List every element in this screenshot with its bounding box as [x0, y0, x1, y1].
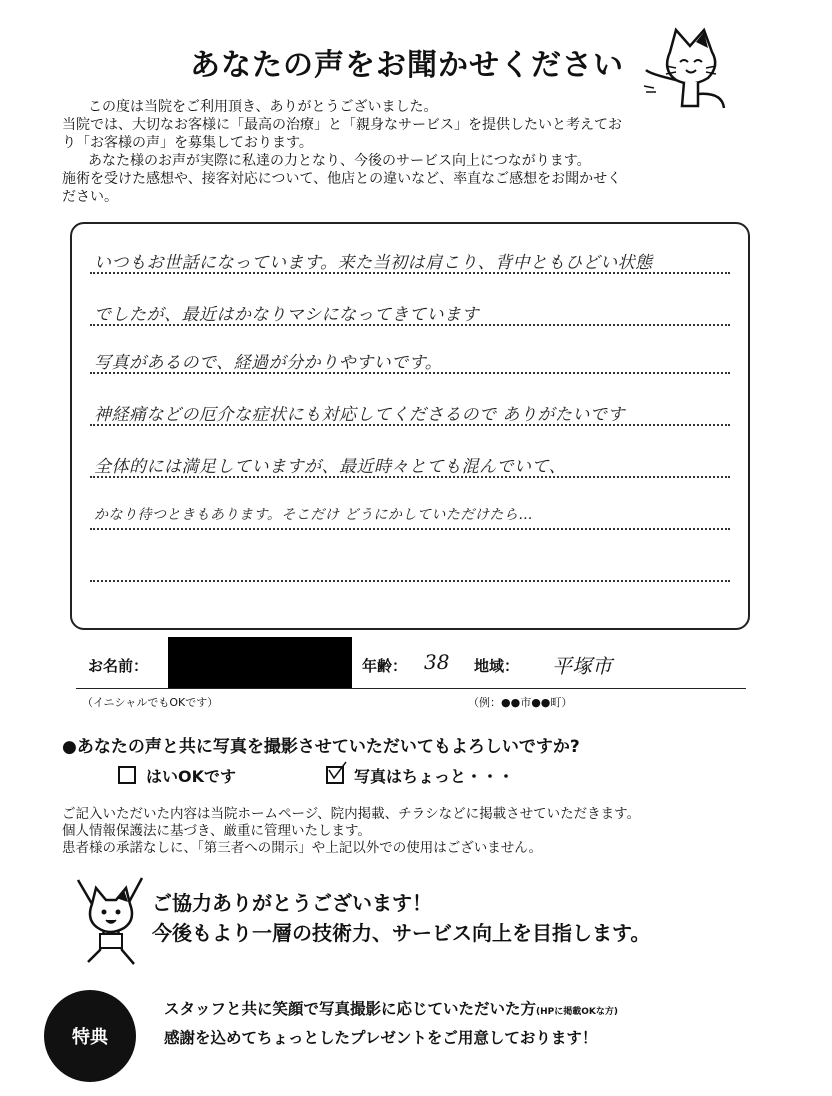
option-label: はいOKです: [146, 767, 237, 786]
thanks-line: 今後もより一層の技術力、サービス向上を目指します。: [152, 921, 651, 945]
bonus-badge: 特典: [44, 990, 136, 1082]
name-label: お名前：: [88, 657, 149, 675]
ruled-line: [90, 528, 730, 530]
region-value: 平塚市: [552, 654, 612, 678]
page-title: あなたの声をお聞かせください: [190, 48, 624, 83]
comment-line: いつもお世話になっています。来た当初は肩こり、背中ともひどい状態: [94, 253, 653, 273]
intro-line: この度は当院をご利用頂き、ありがとうございました。: [88, 99, 438, 115]
comment-line: かなり待つときもあります。そこだけ どうにかしていただけたら…: [94, 507, 533, 523]
form-underline: [76, 688, 746, 689]
cat-cheer-icon: [70, 874, 150, 970]
comment-line: 全体的には満足していますが、最近時々とても混んでいて、: [94, 457, 567, 477]
ruled-line: [90, 324, 730, 326]
ruled-line: [90, 476, 730, 478]
ruled-line: [90, 372, 730, 374]
intro-text: [62, 98, 762, 206]
notice-line: 患者様の承諾なしに、「第三者への開示」や上記以外での使用はございません。: [62, 840, 543, 856]
region-label: 地域：: [474, 657, 520, 675]
photo-option-no[interactable]: [326, 764, 514, 787]
intro-line: ださい。: [62, 189, 118, 205]
option-label: 写真はちょっと・・・: [354, 767, 515, 786]
bonus-line: 感謝を込めてちょっとしたプレゼントをご用意しております！: [164, 1029, 598, 1047]
region-hint: （例：●●市●●町）: [468, 696, 573, 709]
bonus-text: [164, 996, 618, 1051]
bonus-line: スタッフと共に笑顔で写真撮影に応じていただいた方: [164, 1000, 537, 1018]
comment-line: でしたが、最近はかなりマシになってきています: [94, 305, 479, 325]
ruled-line: [90, 580, 730, 582]
privacy-notice: [62, 806, 640, 857]
intro-line: り「お客様の声」を募集しております。: [62, 135, 313, 151]
age-value: 38: [424, 650, 450, 674]
check-mark-icon: [326, 760, 348, 782]
name-redaction: [168, 637, 352, 689]
thanks-line: ご協力ありがとうございます！: [152, 891, 432, 915]
comment-card: [70, 222, 750, 630]
ruled-line: [90, 424, 730, 426]
intro-line: 施術を受けた感想や、接客対応について、他店との違いなど、率直なご感想をお聞かせく: [62, 171, 622, 187]
checkbox-no[interactable]: [326, 766, 344, 784]
notice-line: ご記入いただいた内容は当院ホームページ、院内掲載、チラシなどに掲載させていただきます。: [62, 806, 641, 822]
thanks-message: [152, 888, 650, 948]
bonus-note: (HPに掲載OKな方): [536, 1007, 618, 1017]
ruled-line: [90, 272, 730, 274]
comment-line: 写真があるので、経過が分かりやすいです。: [94, 353, 443, 373]
name-hint: （イニシャルでもOKです）: [82, 696, 219, 709]
photo-option-yes[interactable]: [118, 764, 236, 787]
photo-question: ●あなたの声と共に写真を撮影させていただいてもよろしいですか?: [62, 737, 580, 757]
intro-line: 当院では、大切なお客様に「最高の治療」と「親身なサービス」を提供したいと考えてお: [62, 117, 622, 133]
checkbox-yes[interactable]: [118, 766, 136, 784]
comment-line: 神経痛などの厄介な症状にも対応してくださるので ありがたいです: [94, 405, 625, 425]
age-label: 年齢：: [362, 657, 408, 675]
notice-line: 個人情報保護法に基づき、厳重に管理いたします。: [62, 823, 371, 839]
intro-line: あなた様のお声が実際に私達の力となり、今後のサービス向上につながります。: [88, 153, 591, 169]
